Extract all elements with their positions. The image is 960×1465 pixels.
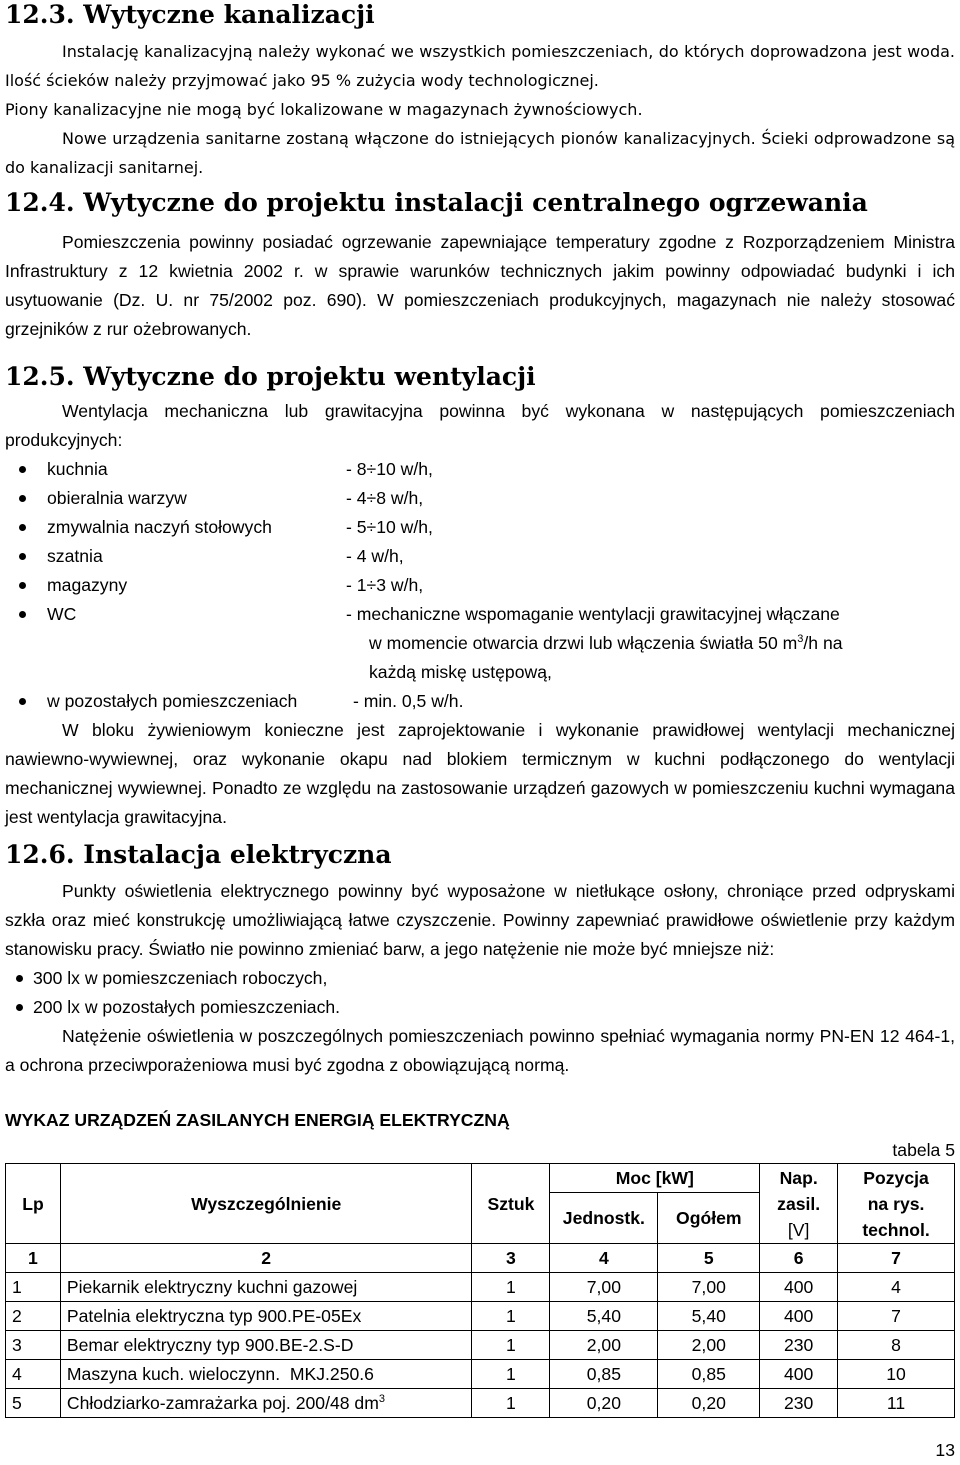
air-exchange-rate: - 1÷3 w/h, bbox=[346, 575, 424, 595]
cell-name bbox=[60, 1389, 472, 1418]
cell-name-text: Bemar elektryczny typ 900.BE-2.S-D bbox=[66, 1335, 354, 1355]
table-numbering-row bbox=[6, 1244, 955, 1273]
cell-voltage: 230 bbox=[760, 1331, 838, 1360]
air-exchange-rate: - 8÷10 w/h, bbox=[346, 459, 433, 479]
section-title: 12.5. Wytyczne do projektu wentylacji bbox=[5, 362, 536, 391]
room-name: kuchnia bbox=[47, 459, 108, 479]
header-position-line: Pozycja bbox=[863, 1167, 929, 1188]
bullet-icon bbox=[5, 993, 33, 1022]
bullet-icon bbox=[5, 600, 47, 629]
cell-name-text: Patelnia elektryczna typ 900.PE-05Ex bbox=[66, 1306, 362, 1326]
room-name: magazyny bbox=[47, 575, 128, 595]
room-name: obieralnia warzyw bbox=[47, 488, 187, 508]
cell-name-text: Piekarnik elektryczny kuchni gazowej bbox=[66, 1277, 358, 1297]
air-exchange-rate: - 5÷10 w/h, bbox=[346, 517, 433, 537]
list-item bbox=[5, 571, 955, 600]
cell-position: 11 bbox=[838, 1389, 955, 1418]
paragraph: Natężenie oświetlenia w poszczególnych pomieszczeniach powinno spełniać wymagania normy PN-EN 12 464-1, a ochrona przeciwporażeniowa musi być zgodna z obowiązującą normą. bbox=[5, 1026, 955, 1075]
bullet-icon bbox=[5, 542, 47, 571]
bullet-icon bbox=[5, 687, 47, 716]
lighting-list bbox=[5, 964, 955, 1022]
cell-name-text: Maszyna kuch. wieloczynn. MKJ.250.6 bbox=[66, 1364, 374, 1384]
table-heading: WYKAZ URZĄDZEŃ ZASILANYCH ENERGIĄ ELEKTRYCZNĄ bbox=[5, 1110, 510, 1130]
table-row bbox=[6, 1331, 955, 1360]
list-item bbox=[5, 964, 955, 993]
list-item bbox=[5, 600, 955, 629]
column-number: 5 bbox=[658, 1244, 760, 1273]
paragraph: Wentylacja mechaniczna lub grawitacyjna powinna być wykonana w następujących pomieszczeniach produkcyjnych: bbox=[5, 401, 955, 450]
list-item bbox=[5, 513, 955, 542]
section-12-3-body bbox=[5, 37, 955, 182]
header-total-power: Ogółem bbox=[658, 1193, 760, 1244]
bullet-icon bbox=[5, 571, 47, 600]
header-qty: Sztuk bbox=[472, 1164, 550, 1244]
cell-position: 8 bbox=[838, 1331, 955, 1360]
table-header-row bbox=[6, 1164, 955, 1193]
table-row bbox=[6, 1273, 955, 1302]
wc-continuation: każdą miskę ustępową, bbox=[369, 662, 552, 682]
cell-unit-power: 0,85 bbox=[550, 1360, 658, 1389]
list-item bbox=[5, 484, 955, 513]
section-title: 12.4. Wytyczne do projektu instalacji centralnego ogrzewania bbox=[5, 188, 868, 217]
cell-lp: 2 bbox=[6, 1302, 61, 1331]
cell-voltage: 400 bbox=[760, 1302, 838, 1331]
cell-voltage: 400 bbox=[760, 1273, 838, 1302]
paragraph: W bloku żywieniowym konieczne jest zaprojektowanie i wykonanie prawidłowej wentylacji mechanicznej nawiewno-wywiewnej, oraz wykonanie okapu nad blokiem termicznym w kuchni podłączonego do wentylacji mechanicznej wywiewnej. Ponadto ze względu na zastosowanie urządzeń gazowych w pomieszczeniu kuchni wymagana jest wentylacja grawitacyjna. bbox=[5, 720, 955, 827]
wc-continuation bbox=[5, 629, 955, 658]
cell-voltage: 400 bbox=[760, 1360, 838, 1389]
cell-total-power: 7,00 bbox=[658, 1273, 760, 1302]
header-voltage-line: [V] bbox=[787, 1219, 810, 1240]
header-voltage-line: Nap. bbox=[779, 1167, 818, 1188]
header-unit-power: Jednostk. bbox=[550, 1193, 658, 1244]
cell-position: 4 bbox=[838, 1273, 955, 1302]
air-exchange-rate: - 4 w/h, bbox=[346, 546, 404, 566]
paragraph: Piony kanalizacyjne nie mogą być lokalizowane w magazynach żywnościowych. bbox=[5, 100, 643, 119]
header-voltage-line: zasil. bbox=[777, 1193, 821, 1214]
cell-voltage: 230 bbox=[760, 1389, 838, 1418]
wc-text: /h na bbox=[803, 633, 843, 653]
air-exchange-rate: - 4÷8 w/h, bbox=[346, 488, 424, 508]
cell-lp: 1 bbox=[6, 1273, 61, 1302]
cell-lp: 4 bbox=[6, 1360, 61, 1389]
bullet-icon bbox=[5, 964, 33, 993]
header-name: Wyszczególnienie bbox=[60, 1164, 472, 1244]
cell-unit-power: 0,20 bbox=[550, 1389, 658, 1418]
page-number: 13 bbox=[935, 1440, 955, 1460]
cell-name-text: Chłodziarko-zamrażarka poj. 200/48 dm bbox=[66, 1393, 379, 1413]
cell-name bbox=[60, 1273, 472, 1302]
air-exchange-rate: - mechaniczne wspomaganie wentylacji grawitacyjnej włączane bbox=[346, 604, 840, 624]
wc-text: w momencie otwarcia drzwi lub włączenia światła 50 m bbox=[369, 633, 798, 653]
cell-total-power: 0,20 bbox=[658, 1389, 760, 1418]
cell-position: 10 bbox=[838, 1360, 955, 1389]
cell-lp: 5 bbox=[6, 1389, 61, 1418]
ventilation-list bbox=[5, 455, 955, 629]
cell-qty: 1 bbox=[472, 1389, 550, 1418]
cell-qty: 1 bbox=[472, 1302, 550, 1331]
cell-unit-power: 7,00 bbox=[550, 1273, 658, 1302]
column-number: 2 bbox=[60, 1244, 472, 1273]
superscript: 3 bbox=[797, 633, 804, 645]
bullet-icon bbox=[5, 484, 47, 513]
section-title: 12.3. Wytyczne kanalizacji bbox=[5, 0, 375, 29]
room-name: szatnia bbox=[47, 546, 103, 566]
section-12-5 bbox=[5, 362, 955, 392]
cell-qty: 1 bbox=[472, 1360, 550, 1389]
header-power-label: Moc [kW] bbox=[615, 1168, 694, 1188]
paragraph: Instalację kanalizacyjną należy wykonać we wszystkich pomieszczeniach, do których doprowadzona jest woda. Ilość ścieków należy przyjmować jako 95 % zużycia wody technologicznej. bbox=[5, 42, 955, 90]
table-row bbox=[6, 1302, 955, 1331]
bullet-icon bbox=[5, 513, 47, 542]
column-number: 3 bbox=[472, 1244, 550, 1273]
cell-total-power: 2,00 bbox=[658, 1331, 760, 1360]
room-name: WC bbox=[47, 604, 77, 624]
header-position bbox=[838, 1164, 955, 1244]
table-row bbox=[6, 1360, 955, 1389]
cell-unit-power: 2,00 bbox=[550, 1331, 658, 1360]
list-item-text: 300 lx w pomieszczeniach roboczych, bbox=[33, 968, 328, 988]
column-number: 7 bbox=[838, 1244, 955, 1273]
section-12-4 bbox=[5, 188, 955, 218]
list-item bbox=[5, 542, 955, 571]
section-12-4-body bbox=[5, 228, 955, 344]
cell-lp: 3 bbox=[6, 1331, 61, 1360]
column-number: 4 bbox=[550, 1244, 658, 1273]
superscript: 3 bbox=[378, 1393, 385, 1405]
header-lp: Lp bbox=[6, 1164, 61, 1244]
equipment-table bbox=[5, 1163, 955, 1418]
header-position-line: technol. bbox=[862, 1219, 930, 1240]
cell-position: 7 bbox=[838, 1302, 955, 1331]
cell-total-power: 0,85 bbox=[658, 1360, 760, 1389]
cell-qty: 1 bbox=[472, 1273, 550, 1302]
header-power bbox=[550, 1164, 760, 1193]
table-row bbox=[6, 1389, 955, 1418]
section-title: 12.6. Instalacja elektryczna bbox=[5, 840, 392, 869]
room-name: zmywalnia naczyń stołowych bbox=[47, 517, 272, 537]
list-item bbox=[5, 993, 955, 1022]
section-12-3 bbox=[5, 0, 955, 30]
section-12-5-body bbox=[5, 397, 955, 832]
cell-name bbox=[60, 1360, 472, 1389]
room-name: w pozostałych pomieszczeniach bbox=[47, 691, 298, 711]
list-item bbox=[5, 687, 955, 716]
section-12-6-body bbox=[5, 877, 955, 1080]
section-12-6 bbox=[5, 840, 955, 870]
table-caption: tabela 5 bbox=[892, 1140, 955, 1160]
cell-total-power: 5,40 bbox=[658, 1302, 760, 1331]
cell-qty: 1 bbox=[472, 1331, 550, 1360]
paragraph: Pomieszczenia powinny posiadać ogrzewanie zapewniające temperatury zgodne z Rozporządzeniem Ministra Infrastruktury z 12 kwietnia 2002 r. w sprawie warunków technicznych jakim powinny odpowiadać budynki i ich usytuowanie (Dz. U. nr 75/2002 poz. 690). W pomieszczeniach produkcyjnych, magazynach nie należy stosować grzejników z rur ożebrowanych. bbox=[5, 232, 955, 339]
header-voltage bbox=[760, 1164, 838, 1244]
list-item-text: 200 lx w pozostałych pomieszczeniach. bbox=[33, 997, 341, 1017]
column-number: 1 bbox=[6, 1244, 61, 1273]
cell-unit-power: 5,40 bbox=[550, 1302, 658, 1331]
bullet-icon bbox=[5, 455, 47, 484]
header-position-line: na rys. bbox=[867, 1193, 925, 1214]
paragraph: Punkty oświetlenia elektrycznego powinny być wyposażone w nietłukące osłony, chroniące przed odpryskami szkła oraz mieć konstrukcję umożliwiającą łatwe czyszczenie. Powinny zapewniać prawidłowe oświetlenie przy każdym stanowisku pracy. Światło nie powinno zmieniać barw, a jego natężenie nie może być mniejsze niż: bbox=[5, 881, 955, 959]
list-item bbox=[5, 455, 955, 484]
column-number: 6 bbox=[760, 1244, 838, 1273]
air-exchange-rate: - min. 0,5 w/h. bbox=[353, 691, 464, 711]
cell-name bbox=[60, 1302, 472, 1331]
ventilation-list-end bbox=[5, 687, 955, 716]
cell-name bbox=[60, 1331, 472, 1360]
paragraph: Nowe urządzenia sanitarne zostaną włączone do istniejących pionów kanalizacyjnych. Ścieki odprowadzone są do kanalizacji sanitarnej. bbox=[5, 129, 955, 177]
